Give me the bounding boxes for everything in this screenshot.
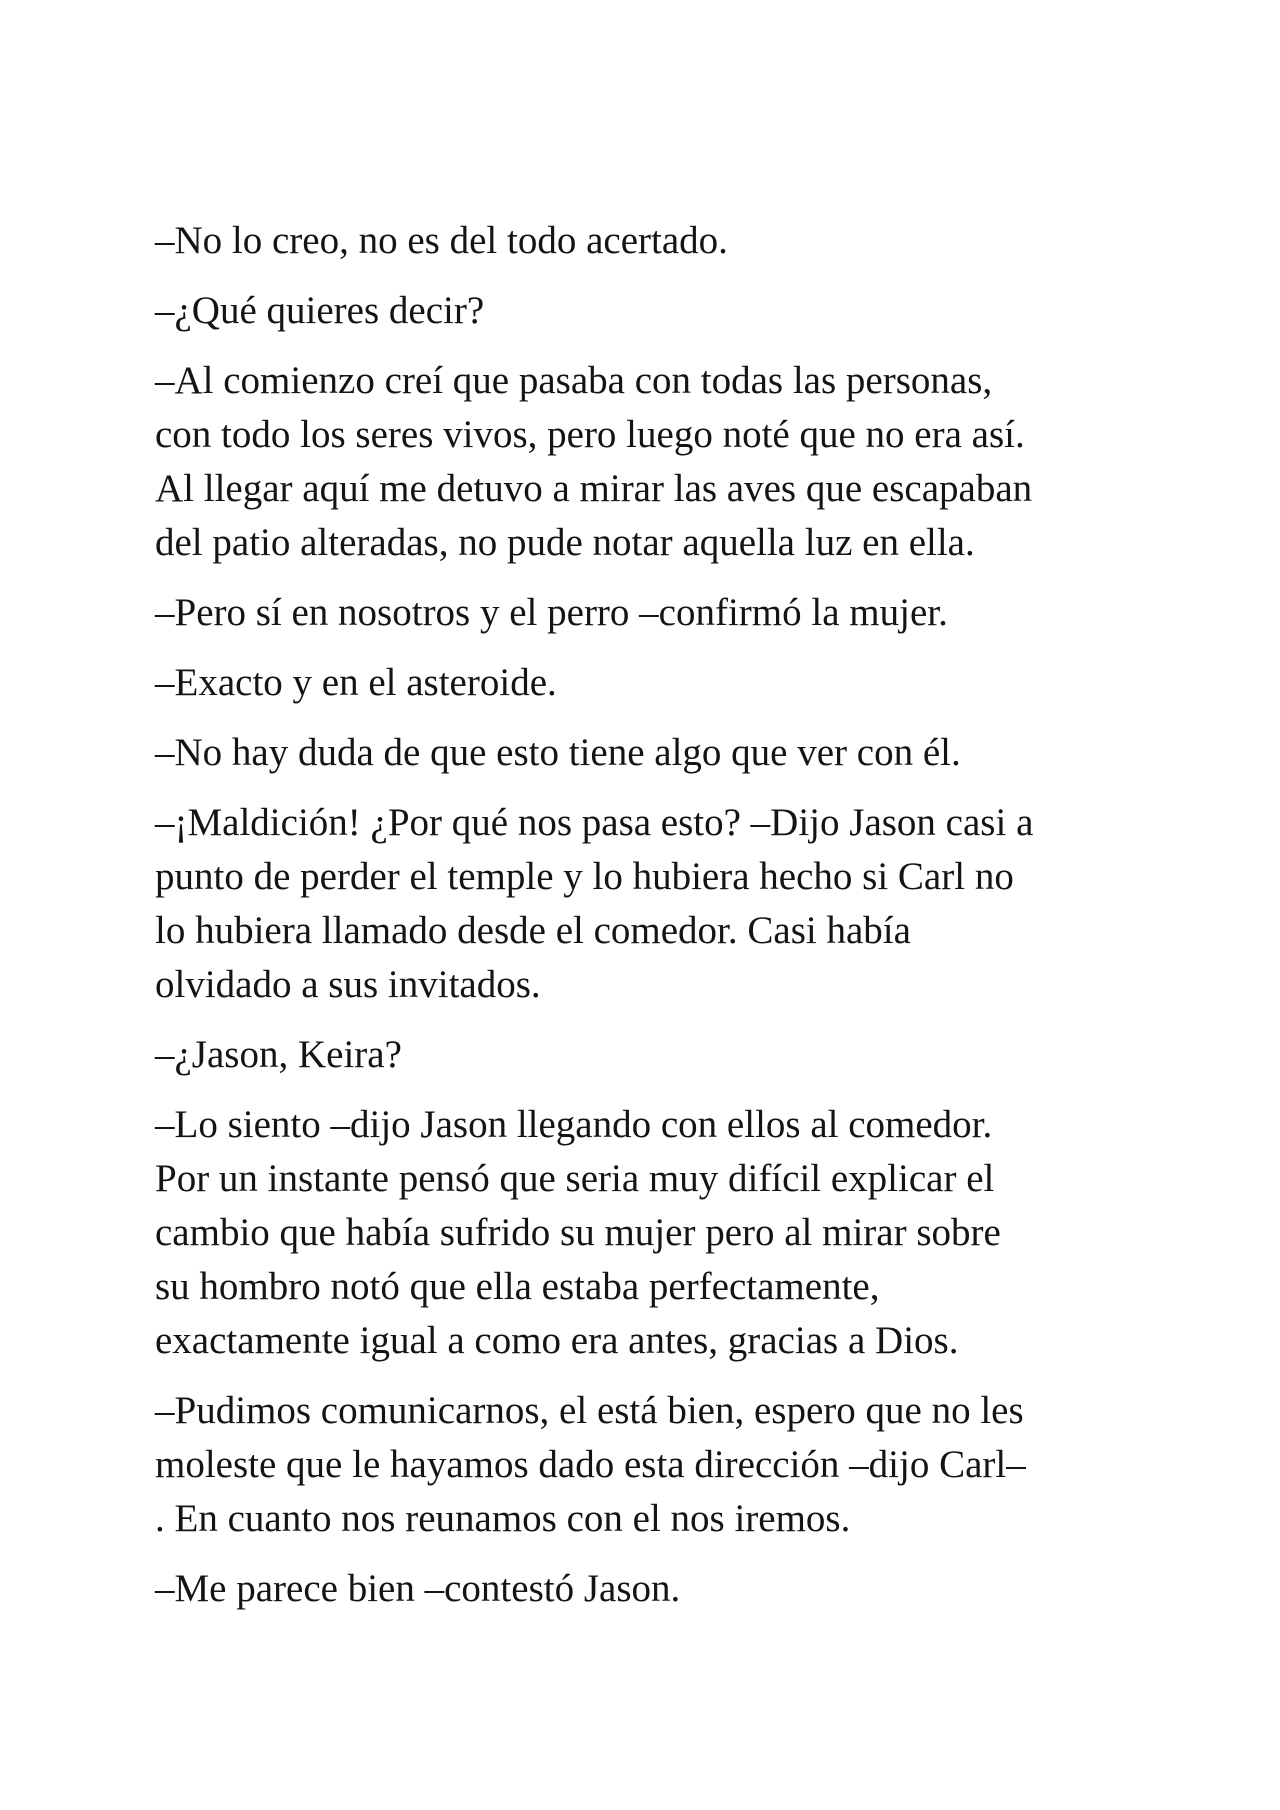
paragraph — [155, 284, 1135, 338]
text-line: punto de perder el temple y lo hubiera hecho si Carl no — [155, 855, 1014, 898]
text-line: su hombro notó que ella estaba perfectamente, — [155, 1265, 880, 1308]
text-line: Por un instante pensó que seria muy difícil explicar el — [155, 1157, 995, 1200]
text-line: del patio alteradas, no pude notar aquella luz en ella. — [155, 521, 975, 564]
text-line: –No hay duda de que esto tiene algo que ver con él. — [155, 731, 961, 774]
text-line: –Me parece bien –contestó Jason. — [155, 1567, 681, 1610]
paragraph — [155, 656, 1135, 710]
text-line: Al llegar aquí me detuvo a mirar las aves que escapaban — [155, 467, 1033, 510]
text-line: con todo los seres vivos, pero luego noté que no era así. — [155, 413, 1025, 456]
paragraph — [155, 1562, 1135, 1616]
paragraph — [155, 726, 1135, 780]
text-line: –¿Qué quieres decir? — [155, 289, 485, 332]
text-line: olvidado a sus invitados. — [155, 963, 541, 1006]
text-line: –Pero sí en nosotros y el perro –confirmó la mujer. — [155, 591, 948, 634]
text-line: –Pudimos comunicarnos, el está bien, espero que no les — [155, 1389, 1024, 1432]
text-line: exactamente igual a como era antes, gracias a Dios. — [155, 1319, 959, 1362]
text-line: –No lo creo, no es del todo acertado. — [155, 219, 728, 262]
text-line: –Al comienzo creí que pasaba con todas las personas, — [155, 359, 993, 402]
text-line: . En cuanto nos reunamos con el nos iremos. — [155, 1497, 851, 1540]
text-line: lo hubiera llamado desde el comedor. Casi había — [155, 909, 911, 952]
paragraph — [155, 586, 1135, 640]
text-line: cambio que había sufrido su mujer pero al mirar sobre — [155, 1211, 1001, 1254]
page-text — [155, 214, 1135, 1632]
paragraph — [155, 1028, 1135, 1082]
text-line: moleste que le hayamos dado esta dirección –dijo Carl– — [155, 1443, 1026, 1486]
paragraph — [155, 354, 1135, 570]
text-line: –¿Jason, Keira? — [155, 1033, 402, 1076]
paragraph — [155, 214, 1135, 268]
text-line: –Exacto y en el asteroide. — [155, 661, 557, 704]
text-line: –¡Maldición! ¿Por qué nos pasa esto? –Dijo Jason casi a — [155, 801, 1034, 844]
paragraph — [155, 796, 1135, 1012]
paragraph — [155, 1384, 1135, 1546]
text-line: –Lo siento –dijo Jason llegando con ellos al comedor. — [155, 1103, 993, 1146]
paragraph — [155, 1098, 1135, 1368]
